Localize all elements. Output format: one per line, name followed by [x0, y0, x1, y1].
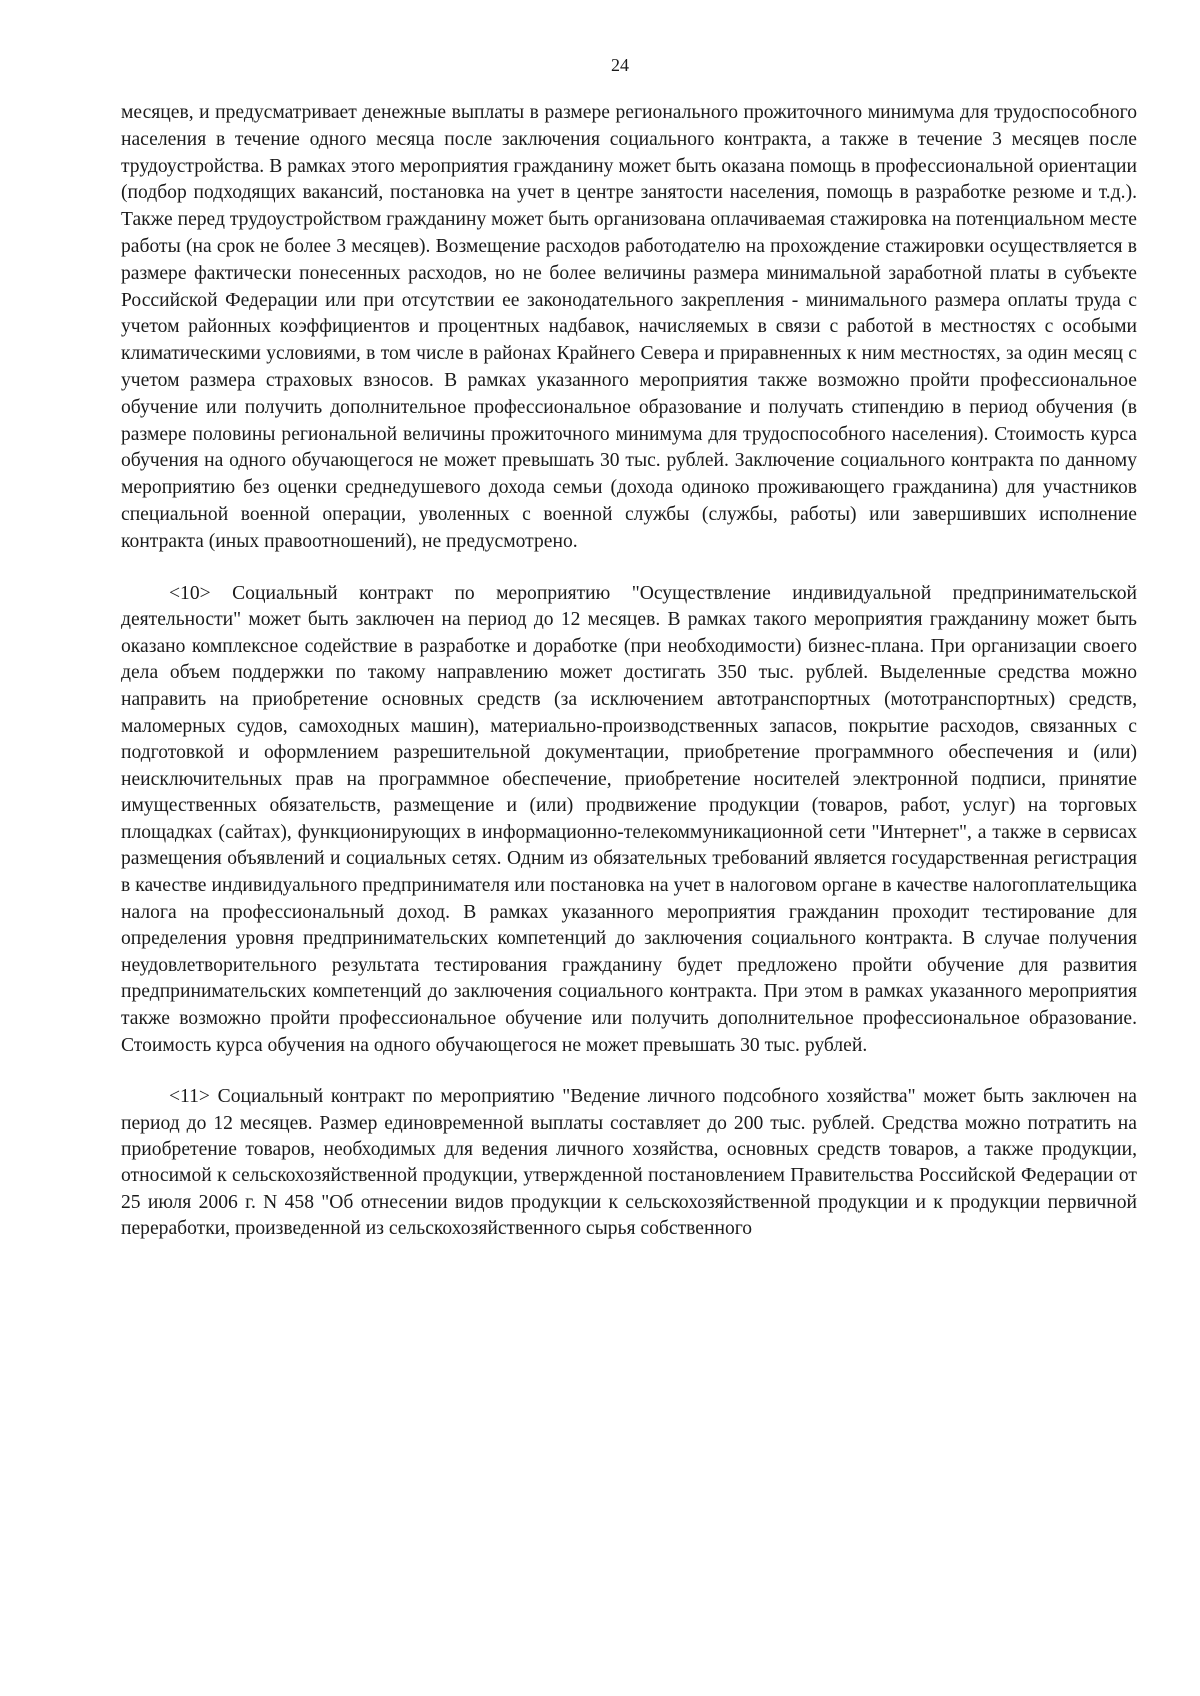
document-body: [121, 100, 1137, 1243]
page-number: 24: [611, 55, 629, 75]
paragraph-note-10: <10> Социальный контракт по мероприятию "Осуществление индивидуальной предпринимательской деятельности" может быть заключен на период до 12 месяцев. В рамках такого мероприятия гражданину может быть оказано комплексное содействие в разработке и доработке (при необходимости) бизнес-плана. При организации своего дела объем поддержки по такому направлению может достигать 350 тыс. рублей. Выделенные средства можно направить на приобретение основных средств (за исключением автотранспортных (мототранспортных) средств, маломерных судов, самоходных машин), материально-производственных запасов, покрытие расходов, связанных с подготовкой и оформлением разрешительной документации, приобретение программного обеспечения и (или) неисключительных прав на программное обеспечение, приобретение носителей электронной подписи, принятие имущественных обязательств, размещение и (или) продвижение продукции (товаров, работ, услуг) на торговых площадках (сайтах), функционирующих в информационно-телекоммуникационной сети "Интернет", а также в сервисах размещения объявлений и социальных сетях. Одним из обязательных требований является государственная регистрация в качестве индивидуального предпринимателя или постановка на учет в налоговом органе в качестве налогоплательщика налога на профессиональный доход. В рамках указанного мероприятия гражданин проходит тестирование для определения уровня предпринимательских компетенций до заключения социального контракта. В случае получения неудовлетворительного результата тестирования гражданину будет предложено пройти обучение для развития предпринимательских компетенций до заключения социального контракта. При этом в рамках указанного мероприятия также возможно пройти профессиональное обучение или получить дополнительное профессиональное образование. Стоимость курса обучения на одного обучающегося не может превышать 30 тыс. рублей.: [121, 582, 1137, 1056]
paragraph-note-11: <11> Социальный контракт по мероприятию "Ведение личного подсобного хозяйства" может быть заключен на период до 12 месяцев. Размер единовременной выплаты составляет до 200 тыс. рублей. Средства можно потратить на приобретение товаров, необходимых для ведения личного хозяйства, основных средств товаров, а также продукции, относимой к сельскохозяйственной продукции, утвержденной постановлением Правительства Российской Федерации от 25 июля 2006 г. N 458 "Об отнесении видов продукции к сельскохозяйственной продукции и к продукции первичной переработки, произведенной из сельскохозяйственного сырья собственного: [121, 1086, 1137, 1240]
paragraph-continuation: месяцев, и предусматривает денежные выплаты в размере регионального прожиточного минимума для трудоспособного населения в течение одного месяца после заключения социального контракта, а также в течение 3 месяцев после трудоустройства. В рамках этого мероприятия гражданину может быть оказана помощь в профессиональной ориентации (подбор подходящих вакансий, постановка на учет в центре занятости населения, помощь в разработке резюме и т.д.). Также перед трудоустройством гражданину может быть организована оплачиваемая стажировка на потенциальном месте работы (на срок не более 3 месяцев). Возмещение расходов работодателю на прохождение стажировки осуществляется в размере фактически понесенных расходов, но не более величины размера минимальной заработной платы в субъекте Российской Федерации или при отсутствии ее законодательного закрепления - минимального размера оплаты труда с учетом районных коэффициентов и процентных надбавок, начисляемых в связи с работой в местностях с особыми климатическими условиями, в том числе в районах Крайнего Севера и приравненных к ним местностях, за один месяц с учетом размера страховых взносов. В рамках указанного мероприятия также возможно пройти профессиональное обучение или получить дополнительное профессиональное образование и получать стипендию в период обучения (в размере половины региональной величины прожиточного минимума для трудоспособного населения). Стоимость курса обучения на одного обучающегося не может превышать 30 тыс. рублей. Заключение социального контракта по данному мероприятию без оценки среднедушевого дохода семьи (дохода одиноко проживающего гражданина) для участников специальной военной операции, уволенных с военной службы (службы, работы) или завершивших исполнение контракта (иных правоотношений), не предусмотрено.: [121, 102, 1137, 552]
